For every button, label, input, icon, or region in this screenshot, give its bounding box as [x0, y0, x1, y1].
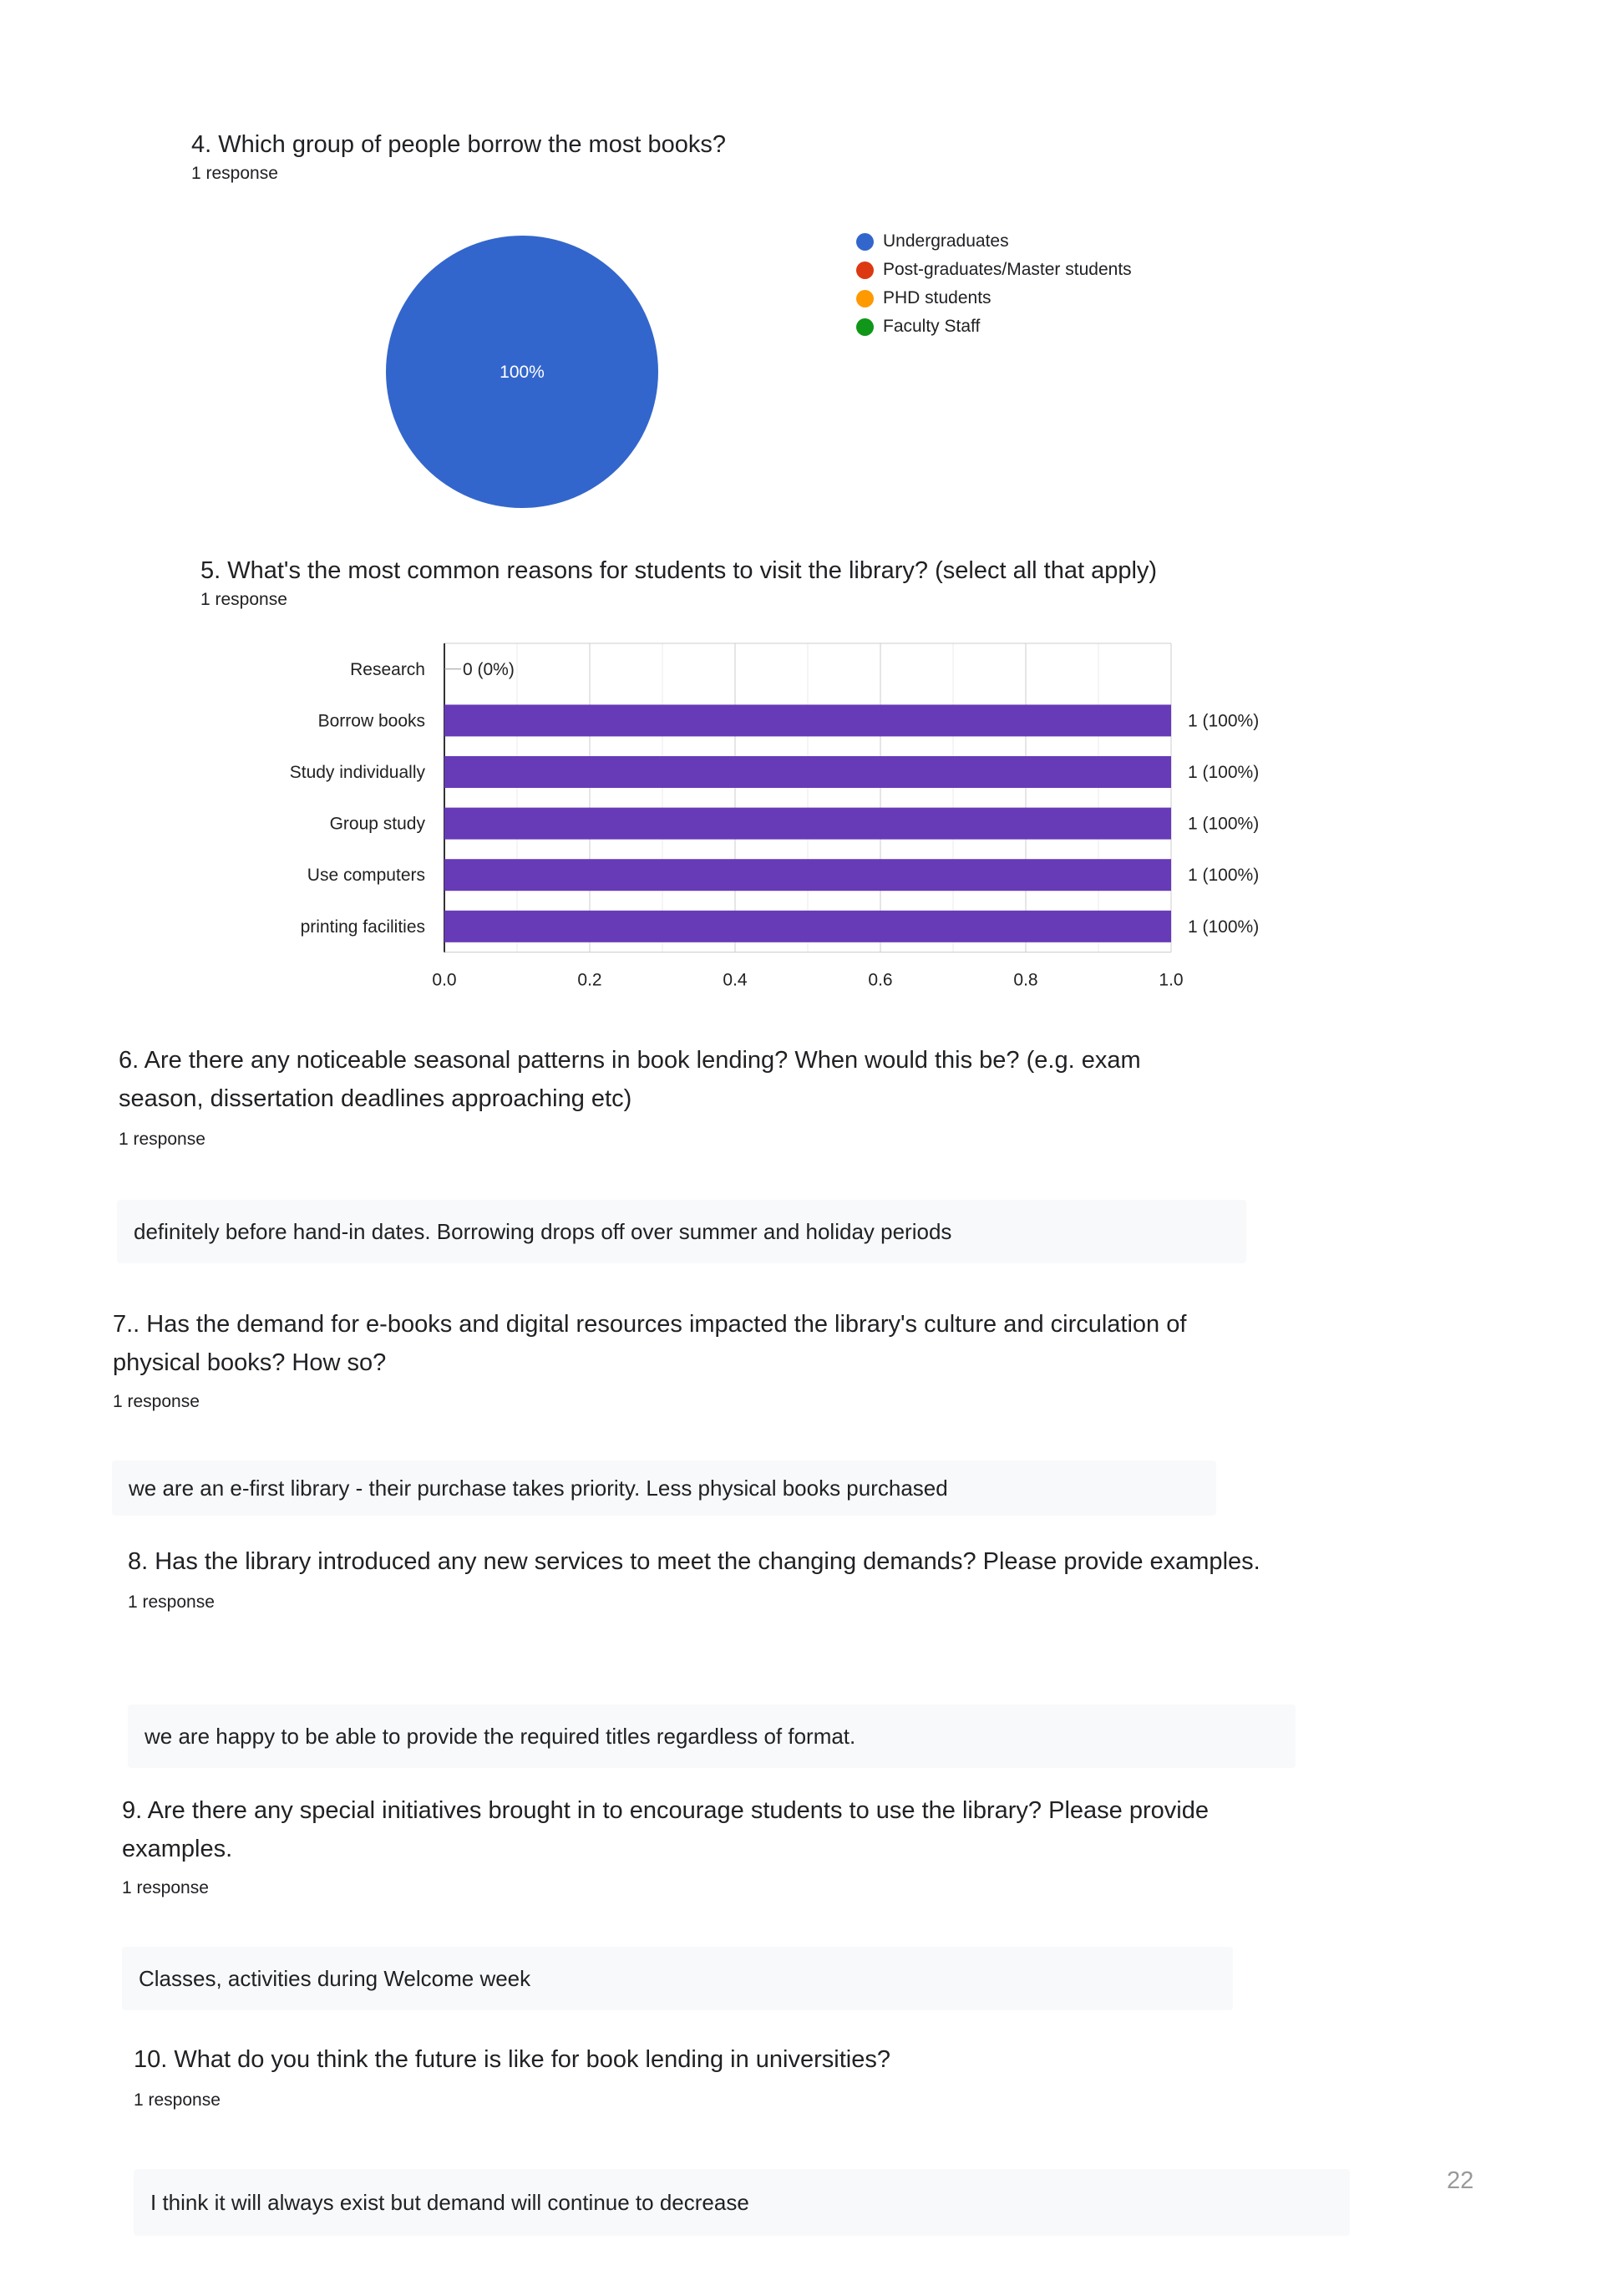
legend-label: Post-graduates/Master students: [883, 260, 1132, 279]
page-number: 22: [1447, 2167, 1474, 2194]
q9-response-count: 1 response: [122, 1878, 209, 1897]
data-label: 1 (100%): [1188, 814, 1260, 834]
data-label: 1 (100%): [1188, 917, 1260, 937]
q7-title: 7.. Has the demand for e-books and digital resources impacted the library's culture and circulation of physical books? How so?: [113, 1311, 1187, 1376]
q6-answer-box: definitely before hand-in dates. Borrowing drops off over summer and holiday periods: [117, 1200, 1246, 1263]
x-tick-label: 0.2: [577, 970, 602, 990]
q10-response-count: 1 response: [134, 2090, 221, 2110]
legend-label: Undergraduates: [883, 231, 1009, 251]
legend-label: Faculty Staff: [883, 317, 981, 336]
category-label: Borrow books: [317, 711, 425, 731]
q9-title: 9. Are there any special initiatives brought in to encourage students to use the library? Please provide examples.: [122, 1797, 1209, 1862]
category-label: Use computers: [307, 866, 425, 886]
pie-slice-label: 100%: [500, 363, 545, 382]
q6-section: [119, 1041, 1230, 1150]
q7-answer-box: we are an e-first library - their purchase takes priority. Less physical books purchased: [112, 1460, 1216, 1516]
q8-title: 8. Has the library introduced any new services to meet the changing demands? Please provide examples.: [128, 1548, 1260, 1575]
legend-swatch: [856, 290, 874, 307]
legend-swatch: [856, 233, 874, 251]
data-label: 1 (100%): [1188, 866, 1260, 886]
data-label: 1 (100%): [1188, 711, 1260, 731]
legend-item: [856, 312, 1132, 341]
category-label: Study individually: [289, 763, 425, 782]
bar: [444, 756, 1171, 788]
q6-title: 6. Are there any noticeable seasonal patterns in book lending? When would this be? (e.g. exam season, dissertation deadlines approaching etc): [119, 1047, 1141, 1112]
q6-response-count: 1 response: [119, 1130, 205, 1149]
category-label: Group study: [329, 814, 425, 834]
q5-title: 5. What's the most common reasons for students to visit the library? (select all that apply): [200, 557, 1158, 584]
category-label: printing facilities: [300, 917, 425, 937]
x-tick-label: 0.6: [868, 970, 893, 990]
legend-swatch: [856, 318, 874, 336]
data-label: 0 (0%): [463, 659, 515, 679]
q9-section: [122, 1791, 1258, 1898]
q4-pie-chart: [380, 230, 664, 514]
q4-legend: [856, 227, 1132, 341]
legend-swatch: [856, 262, 874, 279]
q10-section: [134, 2040, 1270, 2111]
q4-response-count: 1 response: [191, 164, 278, 183]
q8-response-count: 1 response: [128, 1592, 215, 1612]
x-tick-label: 1.0: [1159, 970, 1184, 990]
q5-section: [200, 551, 1157, 610]
q9-answer-box: Classes, activities during Welcome week: [122, 1947, 1233, 2010]
q8-answer-box: we are happy to be able to provide the required titles regardless of format.: [128, 1704, 1296, 1768]
x-tick-label: 0.8: [1013, 970, 1038, 990]
q10-answer-box: I think it will always exist but demand will continue to decrease: [134, 2169, 1350, 2236]
data-label: 1 (100%): [1188, 763, 1260, 782]
legend-item: [856, 227, 1132, 256]
bar: [444, 859, 1171, 891]
category-label: Research: [350, 659, 425, 679]
q4-section: [191, 125, 726, 184]
q7-response-count: 1 response: [113, 1392, 200, 1411]
q5-response-count: 1 response: [200, 590, 287, 609]
legend-item: [856, 284, 1132, 312]
q5-bar-chart: [251, 635, 1320, 994]
legend-item: [856, 256, 1132, 284]
x-tick-label: 0.0: [432, 970, 457, 990]
bar: [444, 704, 1171, 736]
bar: [444, 911, 1171, 942]
x-tick-label: 0.4: [723, 970, 748, 990]
q4-title: 4. Which group of people borrow the most books?: [191, 131, 726, 158]
q8-section: [128, 1542, 1264, 1613]
bar: [444, 808, 1171, 840]
legend-label: PHD students: [883, 288, 992, 307]
q7-section: [113, 1305, 1224, 1412]
q10-title: 10. What do you think the future is like for book lending in universities?: [134, 2046, 890, 2073]
